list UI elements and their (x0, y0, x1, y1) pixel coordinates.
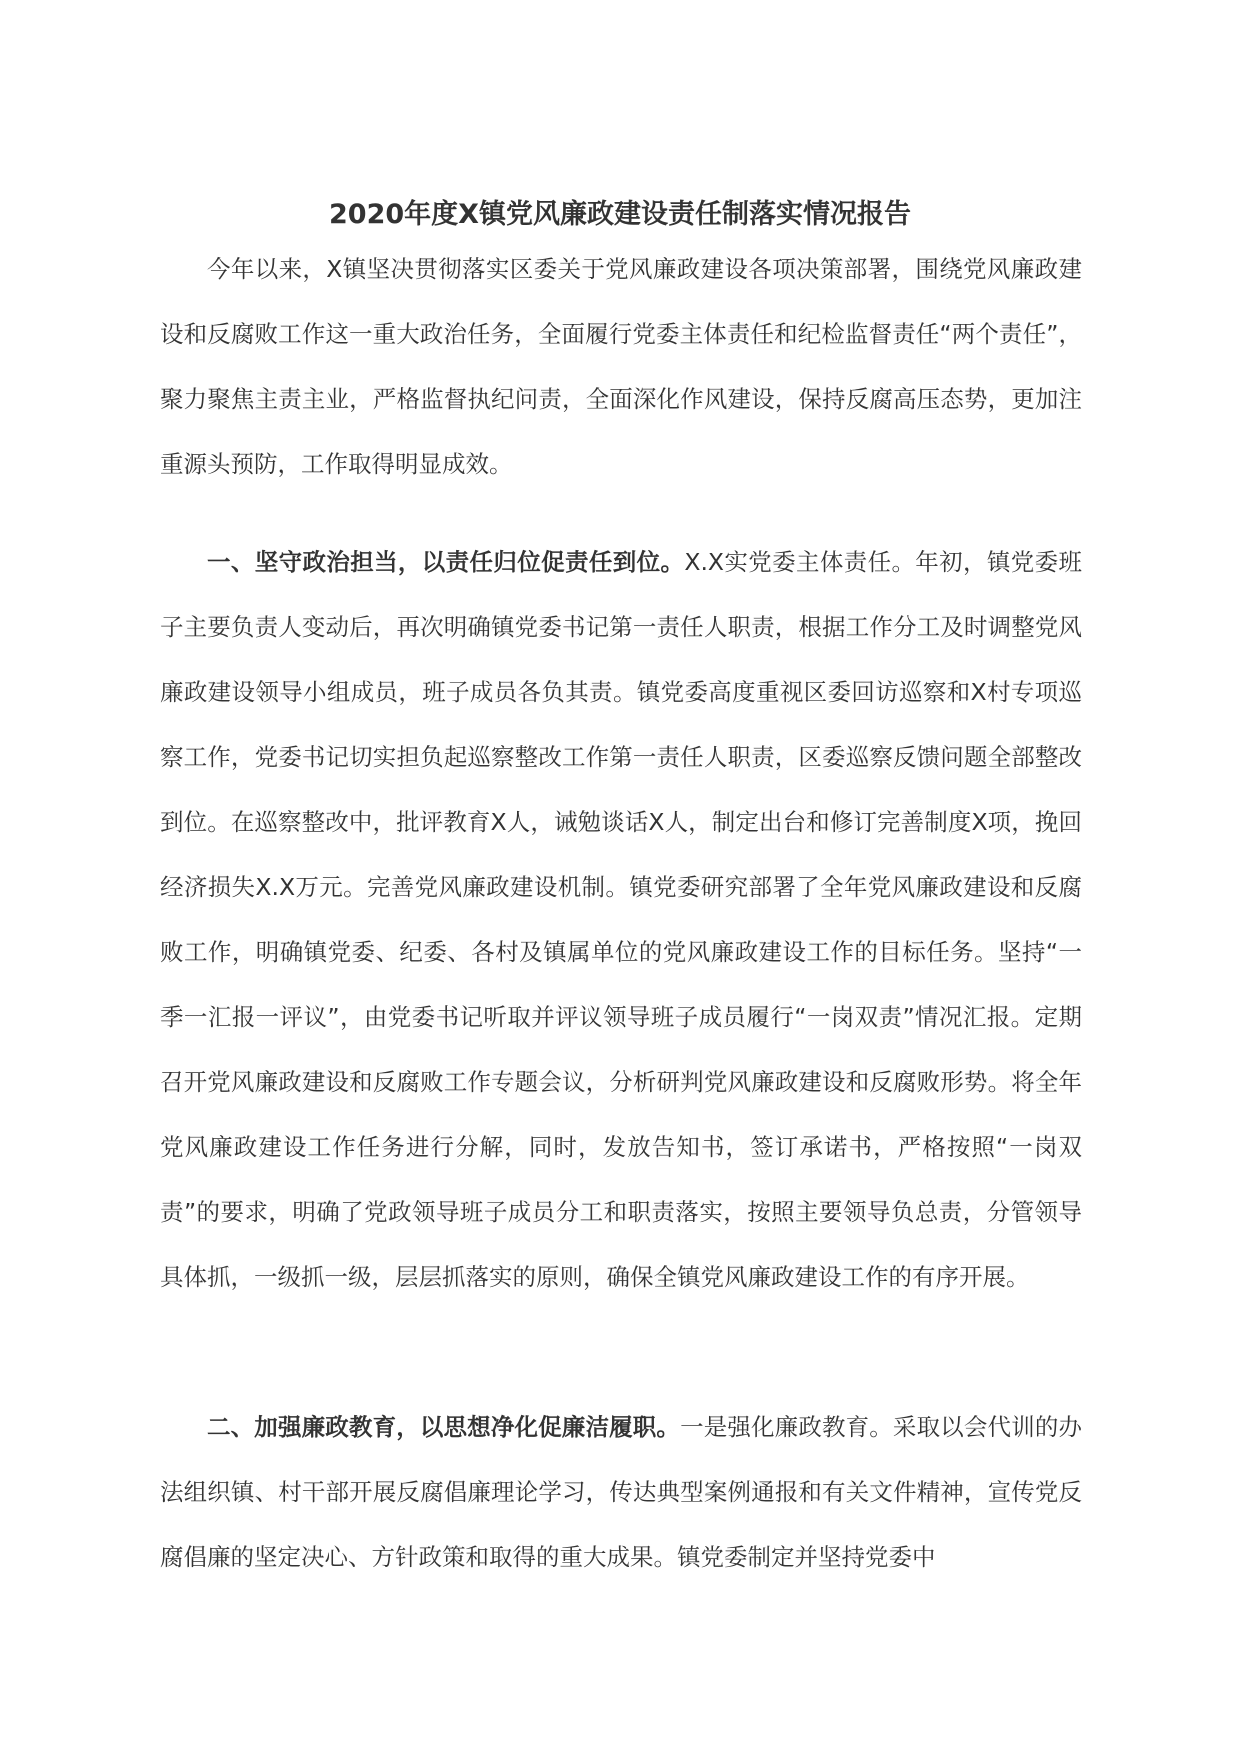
section-2-heading: 二、加强廉政教育，以思想净化促廉洁履职。 (207, 1413, 681, 1441)
document-title: 2020年度X镇党风廉政建设责任制落实情况报告 (329, 199, 911, 230)
section-1-heading: 一、坚守政治担当，以责任归位促责任到位。 (207, 548, 685, 576)
section-1-body: X.X实党委主体责任。年初，镇党委班子主要负责人变动后，再次明确镇党委书记第一责任人职责，根据工作分工及时调整党风廉政建设领导小组成员，班子成员各负其责。镇党委高度重视区委回访巡察和X村专项巡察工作，党委书记切实担负起巡察整改工作第一责任人职责，区委巡察反馈问题全部整改到位。在巡察整改中，批评教育X人，诫勉谈话X人，制定出台和修订完善制度X项，挽回经济损失X.X万元。完善党风廉政建设机制。镇党委研究部署了全年党风廉政建设和反腐败工作，明确镇党委、纪委、各村及镇属单位的党风廉政建设工作的目标任务。坚持“一季一汇报一评议”，由党委书记听取并评议领导班子成员履行“一岗双责”情况汇报。定期召开党风廉政建设和反腐败工作专题会议，分析研判党风廉政建设和反腐败形势。将全年党风廉政建设工作任务进行分解，同时，发放告知书，签订承诺书，严格按照“一岗双责”的要求，明确了党政领导班子成员分工和职责落实，按照主要领导负总责，分管领导具体抓，一级抓一级，层层抓落实的原则，确保全镇党风廉政建设工作的有序开展。 (160, 548, 1083, 1291)
intro-paragraph: 今年以来，X镇坚决贯彻落实区委关于党风廉政建设各项决策部署，围绕党风廉政建设和反腐败工作这一重大政治任务，全面履行党委主体责任和纪检监督责任“两个责任”，聚力聚焦主责主业，严格监督执纪问责，全面深化作风建设，保持反腐高压态势，更加注重源头预防，工作取得明显成效。 (160, 255, 1082, 478)
section-2-body: 一是强化廉政教育。采取以会代训的办法组织镇、村干部开展反腐倡廉理论学习，传达典型案例通报和有关文件精神，宣传党反腐倡廉的坚定决心、方针政策和取得的重大成果。镇党委制定并坚持党委中 (160, 1413, 1083, 1571)
section-2-paragraph (160, 1395, 1082, 1590)
section-1-paragraph (160, 530, 1082, 1310)
